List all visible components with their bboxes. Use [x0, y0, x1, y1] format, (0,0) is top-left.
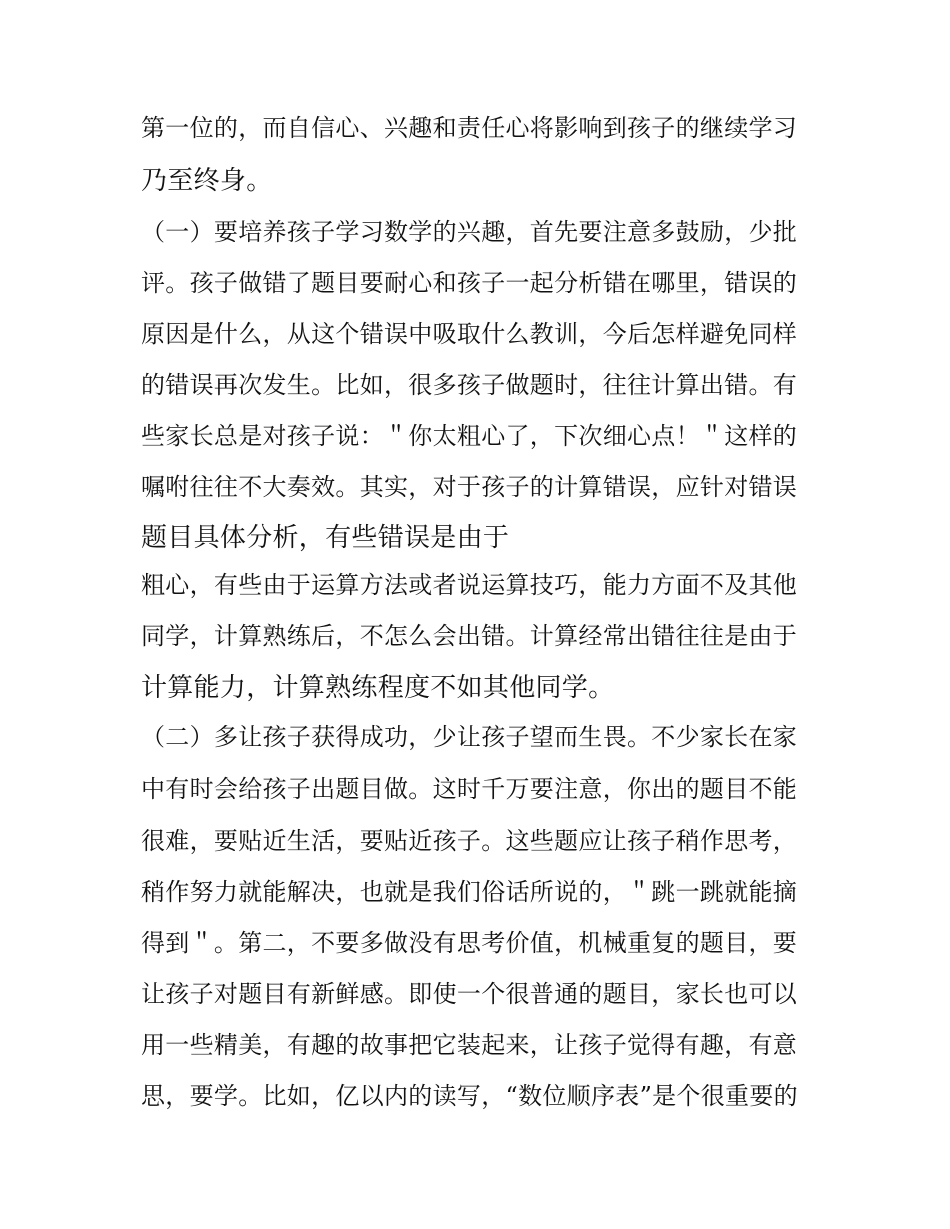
paragraph-start-line: （一）要培养孩子学习数学的兴趣，首先要注意多鼓励，少批: [141, 218, 798, 246]
text-line: 第一位的，而自信心、兴趣和责任心将影响到孩子的继续学习: [141, 114, 798, 142]
text-line: 用一些精美，有趣的故事把它装起来，让孩子觉得有趣，有意: [141, 1031, 798, 1059]
text-line: 嘱咐往往不大奏效。其实，对于孩子的计算错误，应针对错误: [141, 473, 798, 501]
text-line: 让孩子对题目有新鲜感。即使一个很普通的题目，家长也可以: [141, 980, 798, 1008]
text-line: 的错误再次发生。比如，很多孩子做题时，往往计算出错。有: [141, 371, 798, 399]
text-line: 原因是什么，从这个错误中吸取什么教训，今后怎样避免同样: [141, 320, 798, 348]
text-line: 题目具体分析，有些错误是由于: [141, 523, 510, 553]
text-line: 些家长总是对孩子说：＂你太粗心了，下次细心点！＂这样的: [141, 422, 798, 450]
text-line: 计算能力，计算熟练程度不如其他同学。: [141, 673, 615, 703]
text-line: 稍作努力就能解决，也就是我们俗话所说的，＂跳一跳就能摘: [141, 878, 798, 906]
text-line: 思，要学。比如，亿以内的读写，“数位顺序表”是个很重要的: [141, 1082, 798, 1110]
text-line: 同学，计算熟练后，不怎么会出错。计算经常出错往往是由于: [141, 622, 798, 650]
text-line: 很难，要贴近生活，要贴近孩子。这些题应让孩子稍作思考，: [141, 827, 798, 855]
text-line: 评。孩子做错了题目要耐心和孩子一起分析错在哪里，错误的: [141, 269, 798, 297]
text-line: 粗心，有些由于运算方法或者说运算技巧，能力方面不及其他: [141, 571, 798, 599]
text-line: 乃至终身。: [141, 166, 273, 196]
text-line: 得到＂。第二，不要多做没有思考价值，机械重复的题目，要: [141, 929, 798, 957]
paragraph-start-line: （二）多让孩子获得成功，少让孩子望而生畏。不少家长在家: [141, 723, 798, 751]
text-line: 中有时会给孩子出题目做。这时千万要注意，你出的题目不能: [141, 775, 798, 803]
